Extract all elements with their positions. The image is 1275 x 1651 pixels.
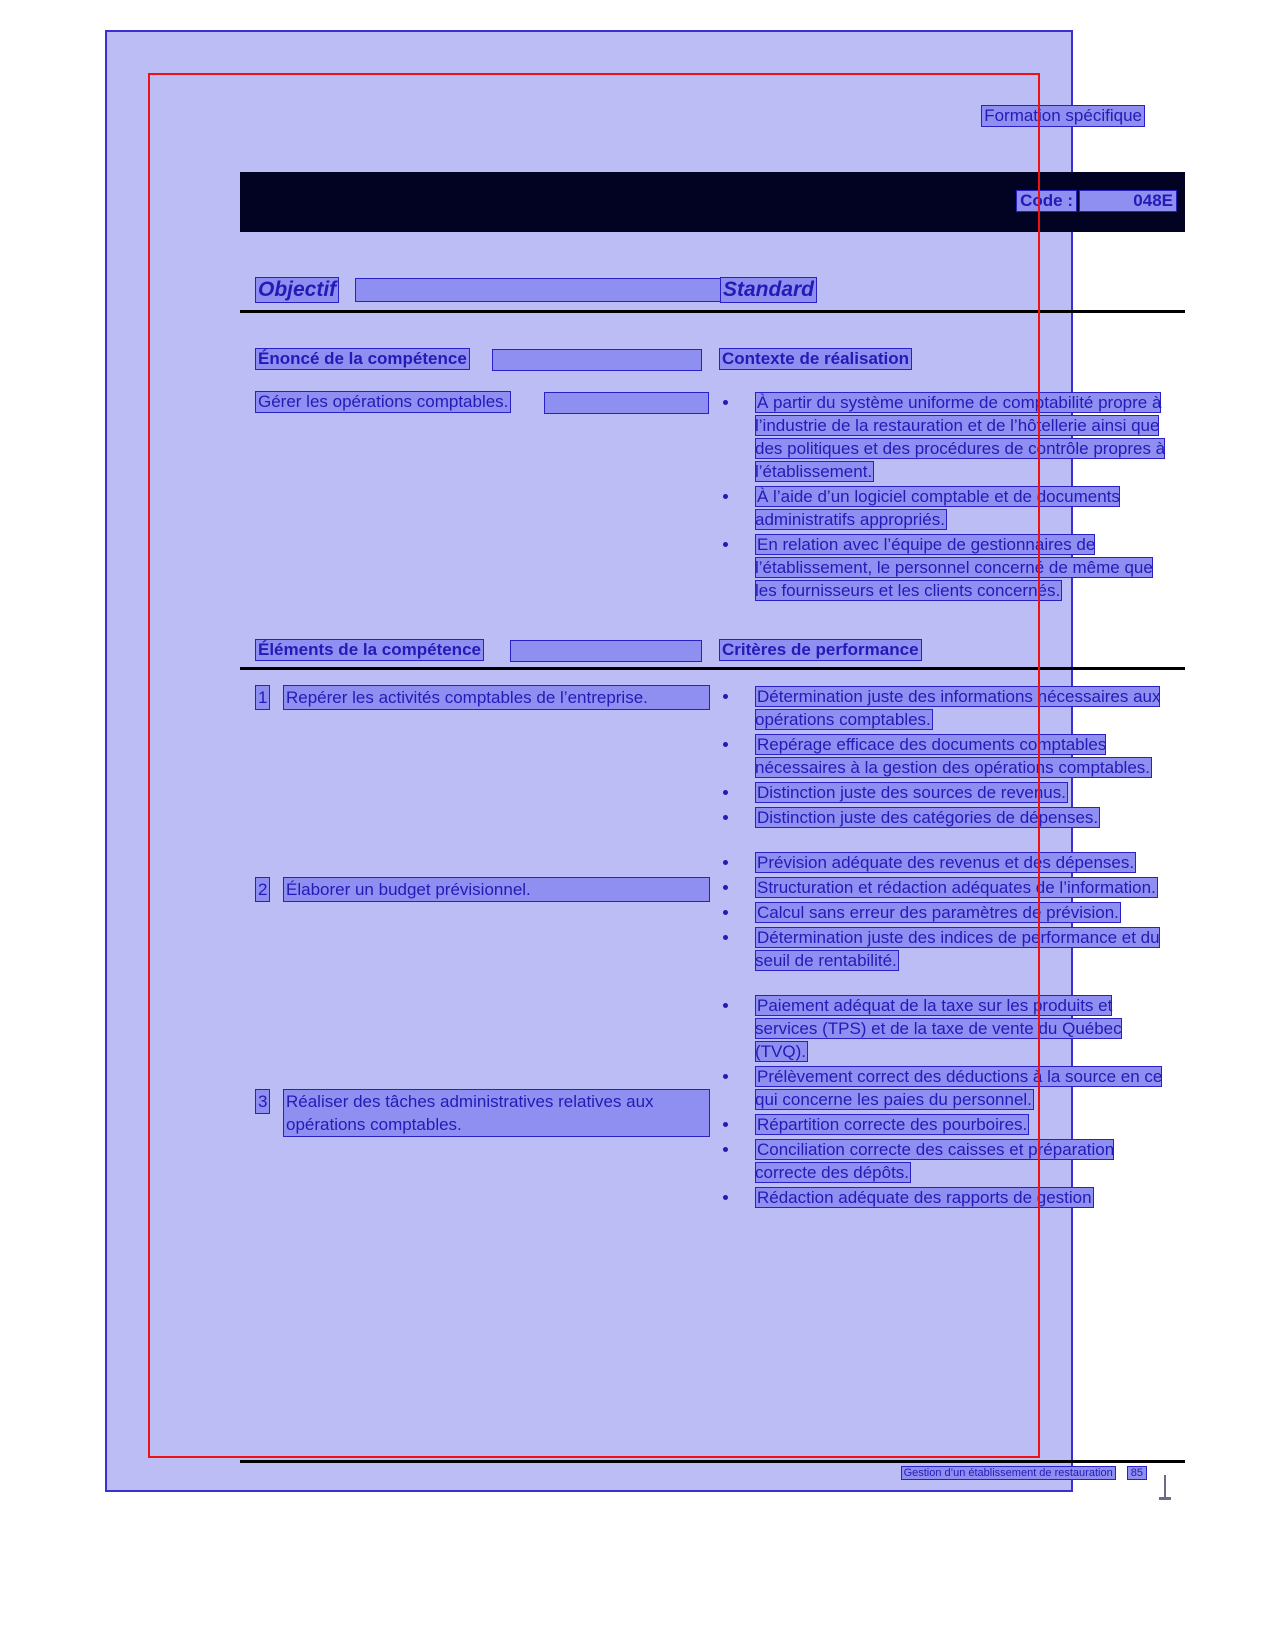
elements-heading: Éléments de la compétence bbox=[255, 639, 484, 661]
element-number: 2 bbox=[255, 877, 270, 902]
criteres-group bbox=[719, 994, 1179, 1209]
element-number: 1 bbox=[255, 685, 270, 710]
bullet-icon bbox=[723, 694, 728, 699]
critere-text: Structuration et rédaction adéquates de l’information. bbox=[757, 878, 1156, 897]
critere-text: Prélèvement correct des déductions à la source en ce qui concerne les paies du personnel. bbox=[755, 1067, 1163, 1109]
enonce-heading-fill bbox=[492, 349, 702, 371]
standard-label: Standard bbox=[720, 277, 817, 303]
bullet-icon bbox=[723, 1074, 728, 1079]
list-item bbox=[719, 781, 1179, 804]
critere-text: Détermination juste des indices de performance et du seuil de rentabilité. bbox=[755, 928, 1160, 970]
list-item bbox=[255, 877, 710, 902]
criteres-bullets-2 bbox=[719, 851, 1179, 972]
contexte-item-text: À partir du système uniforme de comptabilité propre à l’industrie de la restauration et de l’hôtellerie ainsi que des politiques et des procédures de contrôle propres à l’établissement. bbox=[755, 393, 1166, 481]
divider-middle bbox=[240, 667, 1185, 670]
list-item bbox=[719, 901, 1179, 924]
header-formation-label: Formation spécifique bbox=[981, 105, 1145, 127]
code-label: Code : bbox=[1016, 190, 1077, 212]
list-item bbox=[719, 1065, 1179, 1111]
criteres-group bbox=[719, 851, 1179, 972]
critere-text: Distinction juste des sources de revenus. bbox=[757, 783, 1066, 802]
bullet-icon bbox=[723, 742, 728, 747]
list-item bbox=[255, 685, 710, 710]
critere-text: Détermination juste des informations nécessaires aux opérations comptables. bbox=[755, 687, 1161, 729]
list-item bbox=[719, 533, 1179, 602]
element-text: Élaborer un budget prévisionnel. bbox=[283, 877, 710, 902]
document-header bbox=[257, 105, 1145, 127]
text-cursor bbox=[1164, 1475, 1166, 1497]
footer-page-number: 85 bbox=[1127, 1466, 1147, 1480]
bullet-icon bbox=[723, 910, 728, 915]
critere-text: Distinction juste des catégories de dépenses. bbox=[757, 808, 1099, 827]
bullet-icon bbox=[723, 1195, 728, 1200]
code-block bbox=[1016, 190, 1177, 212]
code-value: 048E bbox=[1079, 190, 1177, 212]
bullet-icon bbox=[723, 1122, 728, 1127]
criteres-heading: Critères de performance bbox=[719, 639, 922, 661]
critere-text: Conciliation correcte des caisses et préparation correcte des dépôts. bbox=[755, 1140, 1115, 1182]
spacer bbox=[255, 710, 710, 877]
title-banner bbox=[240, 172, 1185, 232]
contexte-item-text: En relation avec l’équipe de gestionnaires de l’établissement, le personnel concerné de même que les fournisseurs et les clients concernés. bbox=[755, 535, 1153, 600]
bullet-icon bbox=[723, 790, 728, 795]
elements-heading-fill bbox=[510, 640, 702, 662]
list-item bbox=[719, 876, 1179, 899]
critere-text: Rédaction adéquate des rapports de gestion bbox=[757, 1188, 1092, 1207]
critere-text: Paiement adéquat de la taxe sur les produits et services (TPS) et de la taxe de vente du Québec (TVQ). bbox=[755, 996, 1122, 1061]
element-text: Repérer les activités comptables de l’entreprise. bbox=[283, 685, 710, 710]
criteres-bullets-1 bbox=[719, 685, 1179, 829]
bullet-icon bbox=[723, 885, 728, 890]
contexte-list bbox=[719, 391, 1179, 604]
footer-title: Gestion d’un établissement de restauration bbox=[901, 1466, 1116, 1480]
divider-bottom bbox=[240, 1460, 1185, 1463]
critere-text: Répartition correcte des pourboires. bbox=[757, 1115, 1028, 1134]
bullet-icon bbox=[723, 860, 728, 865]
list-item bbox=[719, 1186, 1179, 1209]
bullet-icon bbox=[723, 1147, 728, 1152]
bullet-icon bbox=[723, 1003, 728, 1008]
list-item bbox=[719, 1138, 1179, 1184]
elements-list bbox=[255, 685, 710, 1137]
bullet-icon bbox=[723, 400, 728, 405]
list-item bbox=[719, 733, 1179, 779]
criteres-bullets-3 bbox=[719, 994, 1179, 1209]
bullet-icon bbox=[723, 935, 728, 940]
enonce-fill bbox=[544, 392, 709, 414]
document-page[interactable] bbox=[105, 30, 1173, 1492]
enonce-text: Gérer les opérations comptables. bbox=[255, 391, 511, 413]
element-number: 3 bbox=[255, 1089, 270, 1114]
list-item bbox=[719, 994, 1179, 1063]
contexte-item-text: À l’aide d’un logiciel comptable et de documents administratifs appropriés. bbox=[755, 487, 1120, 529]
criteres-list bbox=[719, 685, 1179, 1231]
list-item bbox=[255, 1089, 710, 1137]
divider-top bbox=[240, 310, 1185, 313]
contexte-heading: Contexte de réalisation bbox=[719, 348, 912, 370]
critere-text: Repérage efficace des documents comptables nécessaires à la gestion des opérations comptables. bbox=[755, 735, 1151, 777]
objectif-label: Objectif bbox=[255, 277, 339, 303]
document-footer bbox=[255, 1467, 1147, 1479]
enonce-heading: Énoncé de la compétence bbox=[255, 348, 470, 370]
list-item bbox=[719, 391, 1179, 483]
list-item bbox=[719, 851, 1179, 874]
bullet-icon bbox=[723, 542, 728, 547]
critere-text: Prévision adéquate des revenus et des dépenses. bbox=[757, 853, 1135, 872]
contexte-bullets bbox=[719, 391, 1179, 602]
bullet-icon bbox=[723, 494, 728, 499]
critere-text: Calcul sans erreur des paramètres de prévision. bbox=[757, 903, 1119, 922]
spacer bbox=[255, 902, 710, 1089]
list-item bbox=[719, 806, 1179, 829]
list-item bbox=[719, 485, 1179, 531]
objectif-fill bbox=[355, 278, 747, 302]
bullet-icon bbox=[723, 815, 728, 820]
list-item bbox=[719, 926, 1179, 972]
list-item bbox=[719, 1113, 1179, 1136]
objectif-standard-row bbox=[255, 277, 1147, 305]
list-item bbox=[719, 685, 1179, 731]
element-text: Réaliser des tâches administratives relatives aux opérations comptables. bbox=[283, 1089, 710, 1137]
criteres-group bbox=[719, 685, 1179, 829]
